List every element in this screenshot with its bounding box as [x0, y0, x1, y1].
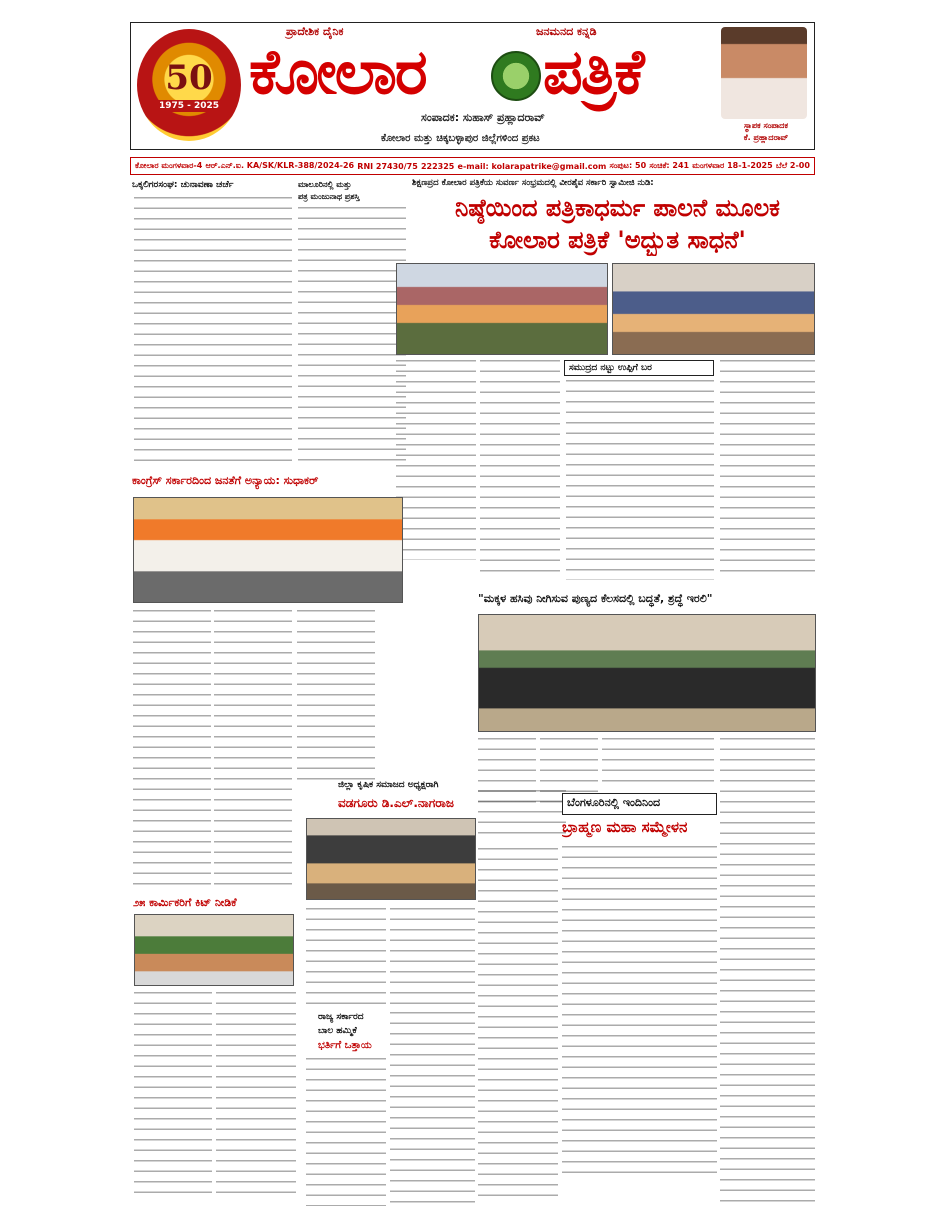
founder-block: [721, 27, 811, 143]
kit-text-col-1: [134, 992, 212, 1202]
rajya-story-head-2: ಬಾಲ ಹಮ್ಮಿಕೆ: [318, 1026, 357, 1036]
bengaluru-lead-text: [478, 790, 566, 840]
congress-text-col-3: [297, 610, 375, 780]
price: ಬೆಲೆ 2-00: [775, 161, 810, 170]
story-head-okkaliga: ಒಕ್ಕಲಿಗರಸಂಘ: ಚುನಾವಣಾ ಚರ್ಚೆ: [132, 180, 234, 190]
founder-photo: [721, 27, 807, 119]
masthead: [130, 22, 815, 150]
main-story-photo-1: [396, 263, 608, 355]
bengaluru-head-2: ಬ್ರಾಹ್ಮಣ ಮಹಾ ಸಮ್ಮೇಳನ: [562, 818, 688, 836]
golden-jubilee-logo: [137, 29, 241, 141]
main-story-photo-2: [612, 263, 815, 355]
kit-text-col-2: [216, 992, 296, 1202]
coop-story-kicker: ಜಿಲ್ಲಾ ಕೃಷಿಕ ಸಮಾಜದ ಅಧ್ಯಕ್ಷರಾಗಿ: [338, 780, 439, 790]
founder-caption-role: ಸ್ಥಾಪಕ ಸಂಪಾದಕ: [744, 121, 788, 130]
story-text-okkaliga: [134, 197, 292, 465]
main-story-text-col-1: [396, 360, 476, 560]
children-story-photo: [478, 614, 816, 732]
rajya-story-kicker: ರಾಜ್ಯ ಸರ್ಕಾರದ: [318, 1012, 364, 1022]
founder-caption-name: ಕೆ. ಪ್ರಹ್ಲಾದರಾವ್: [743, 133, 789, 142]
box-story-head: ಸಮುದ್ರದ ನಟ್ಟು ಉಪ್ಪಿಗೆ ಬರ: [564, 360, 714, 376]
jubilee-number: 50: [165, 58, 213, 98]
rni-number: RNI 27430/75: [357, 161, 418, 171]
coop-story-headline: ವಡಗೂರು ಡಿ.ಎಲ್.ನಾಗರಾಜ: [338, 796, 454, 810]
temple-emblem-icon: [491, 51, 541, 101]
bengaluru-text: [562, 846, 717, 1176]
story-head-malur-1: ಮಾಲೂರಿನಲ್ಲಿ ಮತ್ತು: [298, 180, 352, 189]
congress-story-headline: ಕಾಂಗ್ರೆಸ್ ಸರ್ಕಾರದಿಂದ ಜನತೆಗೆ ಅನ್ಯಾಯ: ಸುಧಾಕರ್: [132, 474, 319, 487]
registration-number: ಆರ್.ಎನ್.ಐ. KA/SK/KLR-388/2024-26: [205, 161, 355, 170]
phone-number: 222325: [420, 161, 455, 171]
main-story-headline-2: ಕೋಲಾರ ಪತ್ರಿಕೆ 'ಅದ್ಭುತ ಸಾಧನೆ': [489, 226, 746, 254]
publication-subtitle: ಕೋಲಾರ ಮತ್ತು ಚಿಕ್ಕಬಳ್ಳಾಪುರ ಜಿಲ್ಲೆಗಳಿಂದ ಪ್ರಕಟ: [381, 133, 540, 144]
rajya-text-col-1: [306, 1058, 386, 1206]
rajya-text-col-2: [390, 1012, 475, 1206]
newspaper-title-right: ಪತ್ರಿಕೆ: [543, 35, 643, 108]
children-text-col-3: [602, 738, 714, 788]
main-story-kicker: ಶಿಕ್ಷಣಪ್ರದ ಕೋಲಾರ ಪತ್ರಿಕೆಯ ಸುವರ್ಣ ಸಂಭ್ರಮದಲ್ಲಿ ವೀರಶೈವ ಸರ್ಕಾರಿ ಸ್ವಾಮೀಜಿ ನುಡಿ:: [412, 178, 654, 188]
kit-story-headline: ೨೫ ಕಾರ್ಮಿಕರಿಗೆ ಕಿಟ್ ನೀಡಿಕೆ: [133, 896, 237, 909]
children-story-headline: "ಮಕ್ಕಳ ಹಸಿವು ನೀಗಿಸುವ ಪುಣ್ಯದ ಕೆಲಸದಲ್ಲಿ ಬದ್ಧತೆ, ಶ್ರದ್ಧೆ ಇರಲಿ": [478, 592, 713, 605]
edition-pages: ಕೋಲಾರ ಮಂಗಳವಾರ-4: [135, 161, 203, 170]
volume-number: ಸಂಪುಟ: 50: [609, 161, 647, 170]
congress-text-col-1: [133, 610, 211, 890]
story-head-malur-2: ಪತ್ರ ಮಂಜುನಾಥ ಪ್ರಶಸ್ತಿ: [298, 192, 360, 201]
coop-text-col-2: [390, 908, 475, 1008]
tagline-left: ಪ್ರಾದೇಶಿಕ ದೈನಿಕ: [286, 25, 344, 38]
email-address: e-mail: kolarapatrike@gmail.com: [457, 161, 607, 171]
congress-text-col-2: [214, 610, 292, 890]
children-text-col-4: [720, 738, 815, 1208]
kit-story-photo: [134, 914, 294, 986]
coop-text-col-1: [306, 908, 386, 1008]
jubilee-years: 1975 - 2025: [155, 100, 223, 112]
main-story-text-col-4: [720, 360, 815, 580]
coop-story-photo: [306, 818, 476, 900]
newspaper-title-left: ಕೋಲಾರ: [249, 35, 426, 108]
tagline-right: ಜನಮನದ ಕನ್ನಡಿ: [536, 25, 597, 38]
info-strip: [130, 157, 815, 175]
congress-story-photo: [133, 497, 403, 603]
bengaluru-side-text: [478, 848, 558, 1198]
rajya-story-head-3: ಭರ್ತಿಗೆ ಒತ್ತಾಯ: [318, 1040, 372, 1051]
editor-line: ಸಂಪಾದಕ: ಸುಹಾಸ್ ಪ್ರಹ್ಲಾದರಾವ್: [421, 111, 545, 124]
main-story-headline-1: ನಿಷ್ಠೆಯಿಂದ ಪತ್ರಿಕಾಧರ್ಮ ಪಾಲನೆ ಮೂಲಕ: [455, 194, 780, 222]
issue-date: ಮಂಗಳವಾರ 18-1-2025: [692, 161, 773, 170]
issue-number: ಸಂಚಿಕೆ: 241: [649, 161, 690, 170]
main-story-text-col-2: [480, 360, 560, 580]
box-story-text: [566, 380, 714, 580]
story-text-malur: [298, 207, 406, 465]
bengaluru-head-1: ಬೆಂಗಳೂರಿನಲ್ಲಿ ಇಂದಿನಿಂದ: [562, 793, 717, 815]
